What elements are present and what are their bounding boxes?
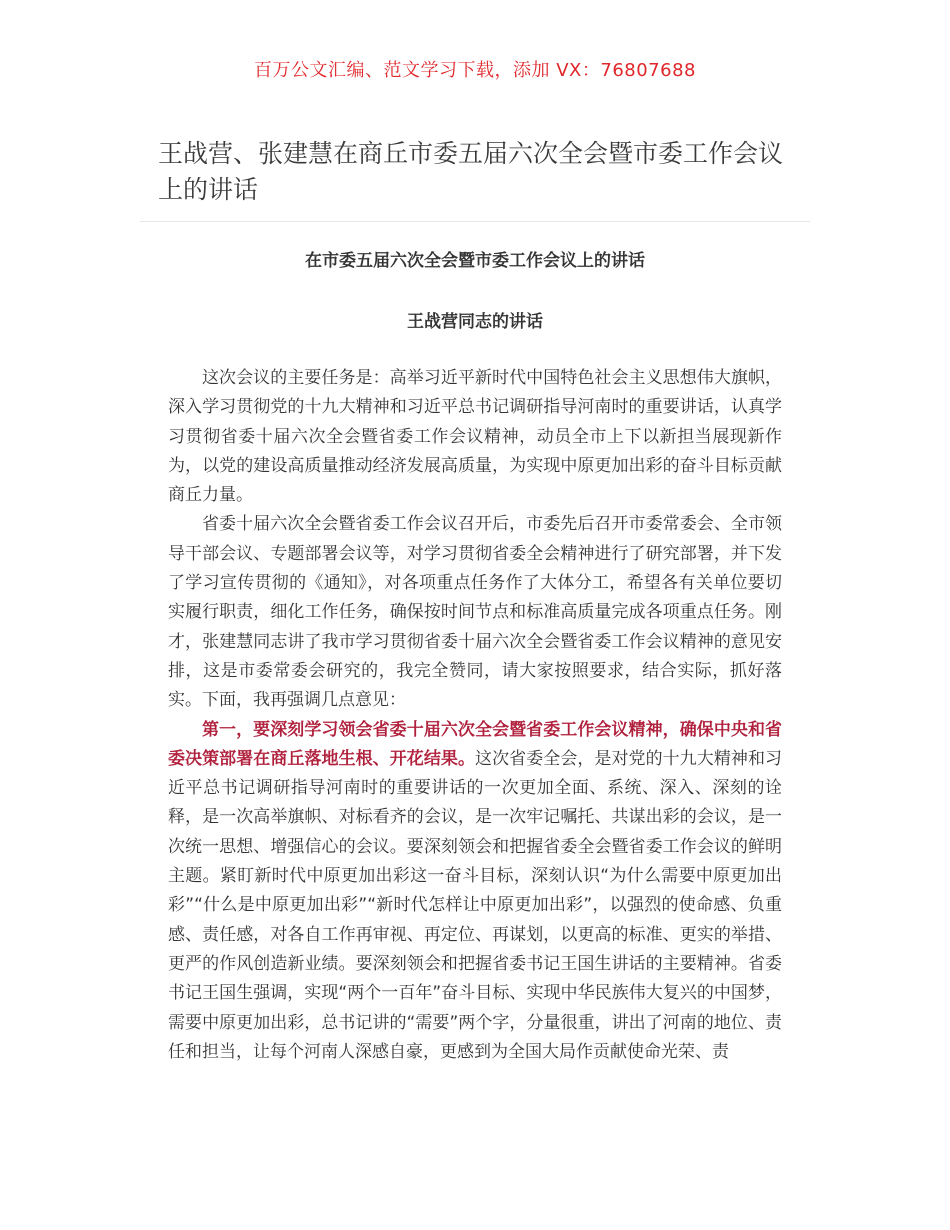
speech-body [168,364,782,1067]
paragraph-3-heading: 第一，要深刻学习领会省委十届六次全会暨省委工作会议精神，确保中央和省委决策部署在商丘落地生根、开花结果。 [168,719,782,769]
paragraph-3 [168,716,782,1068]
paragraph-3-body: 这次省委全会，是对党的十九大精神和习近平总书记调研指导河南时的重要讲话的一次更加全面、系统、深入、深刻的诠释，是一次高举旗帜、对标看齐的会议，是一次牢记嘱托、共谋出彩的会议，是一次统一思想、增强信心的会议。要深刻领会和把握省委全会暨省委工作会议的鲜明主题。紧盯新时代中原更加出彩这一奋斗目标，深刻认识“为什么需要中原更加出彩”“什么是中原更加出彩”“新时代怎样让中原更加出彩”，以强烈的使命感、负重感、责任感，对各自工作再审视、再定位、再谋划，以更高的标准、更实的举措、更严的作风创造新业绩。要深刻领会和把握省委书记王国生讲话的主要精神。省委书记王国生强调，实现“两个一百年”奋斗目标、实现中华民族伟大复兴的中国梦，需要中原更加出彩，总书记讲的“需要”两个字，分量很重，讲出了河南的地位、责任和担当，让每个河南人深感自豪，更感到为全国大局作贡献使命光荣、责 [168,748,783,1062]
speech-subtitle: 在市委五届六次全会暨市委工作会议上的讲话 [305,251,645,271]
document-title: 王战营、张建慧在商丘市委五届六次全会暨市委工作会议上的讲话 [158,139,784,204]
paragraph-1: 这次会议的主要任务是：高举习近平新时代中国特色社会主义思想伟大旗帜，深入学习贯彻党的十九大精神和习近平总书记调研指导河南时的重要讲话，认真学习贯彻省委十届六次全会暨省委工作会议精神，动员全市上下以新担当展现新作为，以党的建设高质量推动经济发展高质量，为实现中原更加出彩的奋斗目标贡献商丘力量。 [168,368,782,506]
title-divider [140,221,810,222]
paragraph-2: 省委十届六次全会暨省委工作会议召开后，市委先后召开市委常委会、全市领导干部会议、专题部署会议等，对学习贯彻省委全会精神进行了研究部署，并下发了学习宣传贯彻的《通知》，对各项重点任务作了大体分工，希望各有关单位要切实履行职责，细化工作任务，确保按时间节点和标准高质量完成各项重点任务。刚才，张建慧同志讲了我市学习贯彻省委十届六次全会暨省委工作会议精神的意见安排，这是市委常委会研究的，我完全赞同，请大家按照要求，结合实际，抓好落实。下面，我再强调几点意见： [168,514,782,711]
promo-banner: 百万公文汇编、范文学习下载，添加 VX：76807688 [254,60,696,81]
speaker-heading: 王战营同志的讲话 [407,312,543,332]
